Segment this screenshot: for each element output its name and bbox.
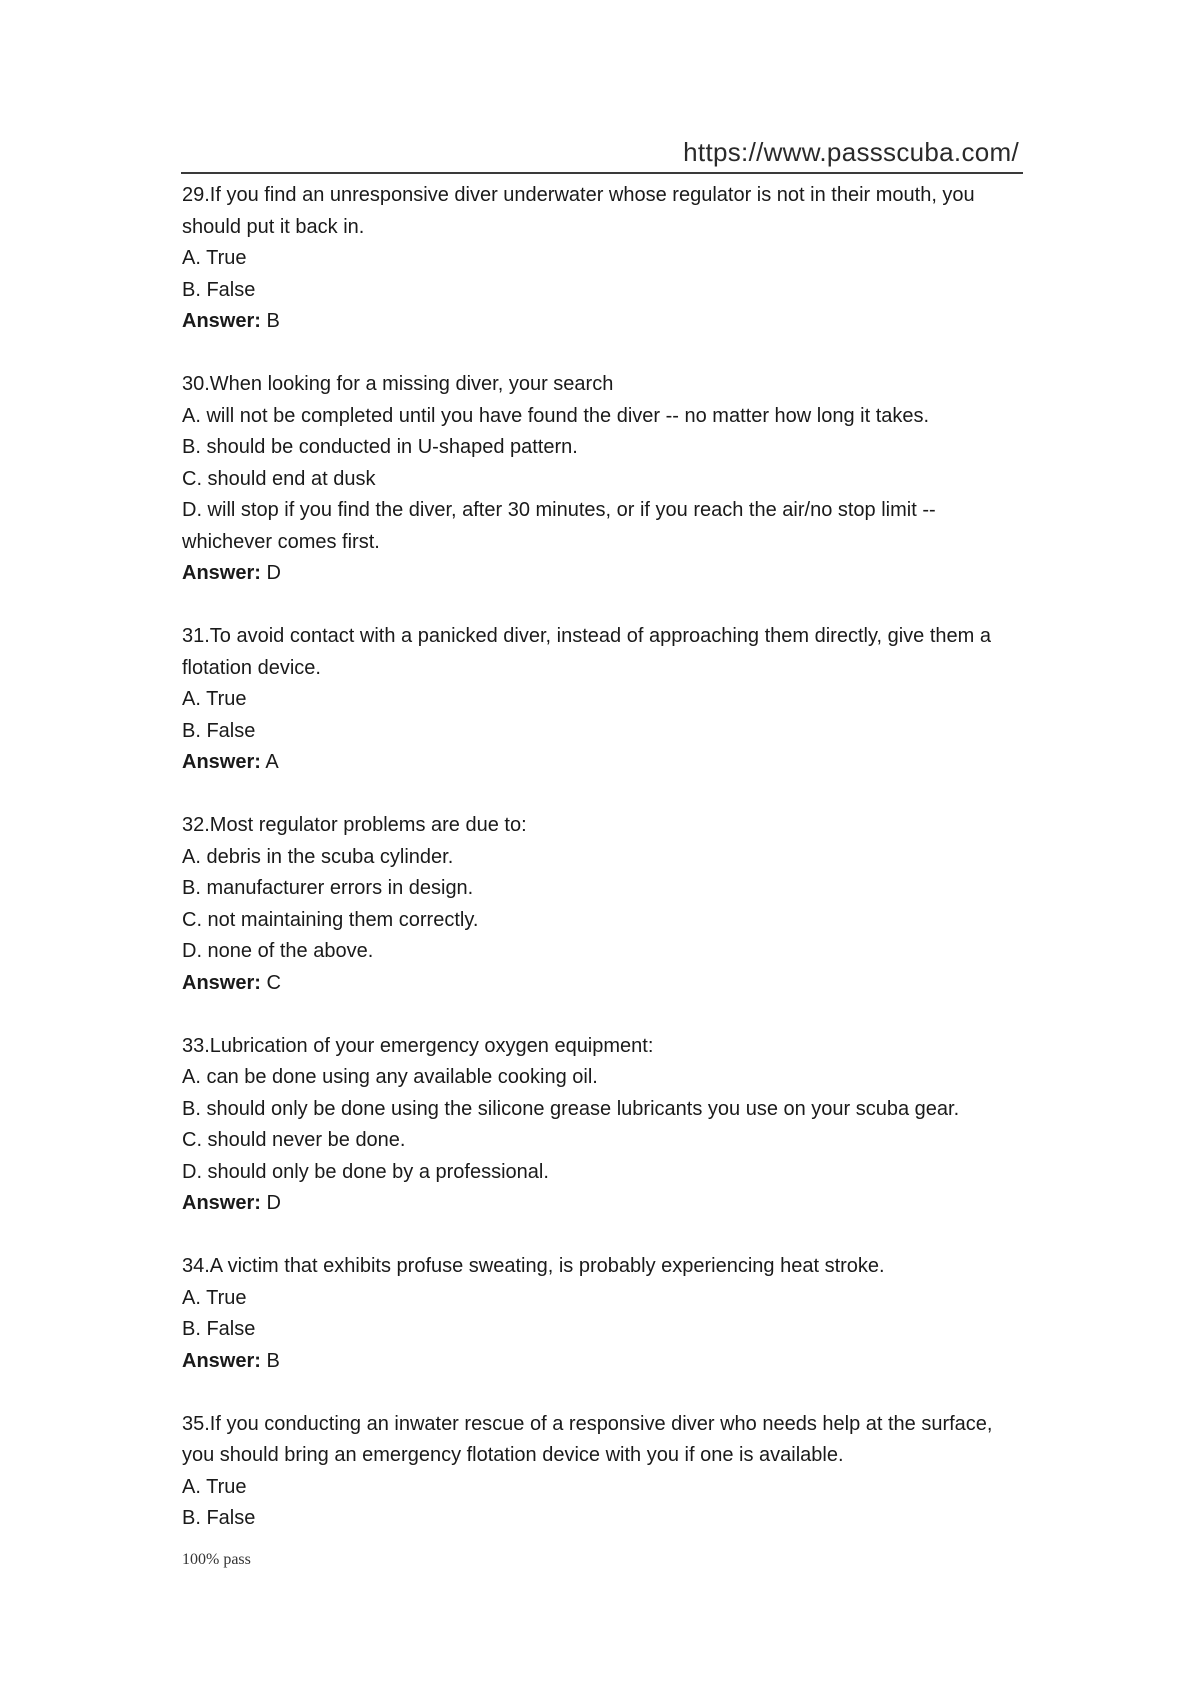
question-31 — [182, 621, 1022, 779]
page-footer: 100% pass — [182, 1551, 251, 1568]
question-stem: 29.If you find an unresponsive diver underwater whose regulator is not in their mouth, you should put it back in. — [182, 184, 975, 238]
option-b: B. False — [182, 719, 256, 742]
answer-value: B — [266, 1349, 280, 1372]
question-list — [182, 180, 1022, 1566]
question-stem: 31.To avoid contact with a panicked diver, instead of approaching them directly, give them a flotation device. — [182, 625, 991, 679]
option-d: D. should only be done by a professional. — [182, 1160, 549, 1183]
option-a: A. True — [182, 1475, 247, 1498]
question-stem: 33.Lubrication of your emergency oxygen equipment: — [182, 1034, 654, 1057]
page-header — [181, 130, 1023, 174]
answer-label: Answer: — [182, 971, 261, 994]
option-b: B. False — [182, 278, 256, 301]
answer-value: D — [266, 562, 281, 584]
option-c: C. not maintaining them correctly. — [182, 908, 479, 931]
answer-value: C — [266, 971, 281, 994]
answer-label: Answer: — [182, 751, 261, 773]
answer-value: A — [265, 751, 279, 773]
option-c: C. should never be done. — [182, 1129, 406, 1151]
answer-label: Answer: — [182, 1192, 261, 1214]
question-29 — [182, 180, 1022, 338]
option-a: A. can be done using any available cooking oil. — [182, 1066, 598, 1088]
answer-line — [182, 747, 1022, 779]
answer-label: Answer: — [182, 1349, 261, 1372]
option-d: D. none of the above. — [182, 940, 374, 962]
option-b: B. should be conducted in U-shaped pattern. — [182, 436, 578, 458]
answer-line — [182, 306, 1022, 338]
answer-line — [182, 1188, 1022, 1220]
answer-label: Answer: — [182, 310, 261, 332]
answer-line — [182, 1346, 1022, 1378]
answer-line — [182, 968, 1022, 1000]
option-a: A. will not be completed until you have found the diver -- no matter how long it takes. — [182, 404, 930, 427]
question-33 — [182, 1031, 1022, 1220]
question-32 — [182, 810, 1022, 999]
option-b: B. manufacturer errors in design. — [182, 877, 474, 899]
option-a: A. True — [182, 688, 247, 710]
answer-line — [182, 558, 1022, 590]
answer-value: B — [266, 310, 280, 332]
question-stem: 30.When looking for a missing diver, your search — [182, 373, 614, 395]
question-stem: 32.Most regulator problems are due to: — [182, 814, 527, 836]
answer-label: Answer: — [182, 562, 261, 584]
option-a: A. True — [182, 247, 247, 269]
option-a: A. debris in the scuba cylinder. — [182, 845, 454, 868]
question-30 — [182, 369, 1022, 590]
option-c: C. should end at dusk — [182, 467, 376, 490]
option-d: D. will stop if you find the diver, after 30 minutes, or if you reach the air/no stop limit -- whichever comes first. — [182, 499, 936, 553]
question-stem: 34.A victim that exhibits profuse sweating, is probably experiencing heat stroke. — [182, 1255, 885, 1277]
question-34 — [182, 1251, 1022, 1377]
header-url: https://www.passscuba.com/ — [683, 137, 1019, 167]
option-b: B. False — [182, 1507, 256, 1529]
question-stem: 35.If you conducting an inwater rescue of a responsive diver who needs help at the surface, you should bring an emergency flotation device with you if one is available. — [182, 1412, 993, 1466]
option-b: B. should only be done using the silicone grease lubricants you use on your scuba gear. — [182, 1097, 960, 1120]
option-b: B. False — [182, 1318, 256, 1340]
question-35 — [182, 1409, 1022, 1535]
answer-value: D — [266, 1192, 281, 1214]
option-a: A. True — [182, 1286, 247, 1309]
